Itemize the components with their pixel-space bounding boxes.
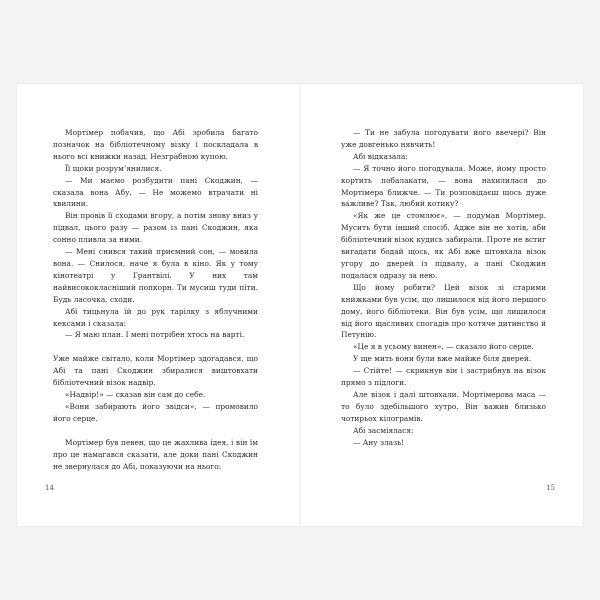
right-page <box>301 84 583 526</box>
paragraph: — Я точно його погодувала. Може, йому просто кортить побалакати, — вона нахилилася до Мортімера ближче. — Ти розповідаєш щось дуже важливе? Так, любий котику? <box>341 163 546 209</box>
paragraph: — Ми маємо розбудити пані Скоджин, — сказала вона Абу. — Не можемо втрачати ні хвилини. <box>53 175 258 209</box>
paragraph: — Я маю план. І мені потрібен хтось на варті. <box>65 330 245 340</box>
right-page-text <box>341 127 546 448</box>
paragraph: «Надвір!» — сказав він сам до себе. <box>65 390 206 400</box>
paragraph: Що йому робити? Цей візок зі старими книжками був усім, що лишилося від його першого дому, його бібліотеки. Він був усім, що лишилося від його щасливих спогадів про котяче дитинство й Петунію. <box>341 282 546 340</box>
paragraph: Уже майже світало, коли Мортімер здогадався, що Абі та пані Скоджин збиралися виштовхати бібліотечний візок надвір. <box>53 354 258 388</box>
paragraph: Мортімер був певен, що це жахлива ідея, і він їм про це намагався сказати, але доки пані Скоджин не звернулася до Абі, показуючи на нього: <box>53 437 258 471</box>
right-page-number: 15 <box>546 484 555 492</box>
paragraph: — Мені снився такий приємний сон, — мовила вона. — Снилося, наче я була в кіно. Як у тому кінотеатрі у Грантвілі. У них там найвисококласніший попкорн. Ти мусиш туди піти. Будь ласочка, сходи. <box>53 247 258 304</box>
paragraph: — Ану злазь! <box>353 437 405 447</box>
left-page <box>17 84 299 526</box>
left-page-text <box>53 127 258 472</box>
paragraph: Абі тицьнула їй до рук тарілку з яблучними кексами і сказала: <box>53 306 258 328</box>
paragraph: Абі відказала: <box>353 151 408 161</box>
paragraph: Він провів її сходами вгору, а потім знову вниз у підвал, цього разу — разом із пані Скоджин, яка сонно пливла за ними. <box>53 211 258 245</box>
book-spread <box>17 84 583 526</box>
paragraph: Абі засміялася: <box>353 425 414 435</box>
paragraph: «Вони забирають його звідси», — промовило його серце. <box>53 401 258 423</box>
paragraph: «Це я в усьому винен», — сказало його серце. <box>353 342 534 352</box>
paragraph: Але візок і далі штовхали. Мортімерова маса — то було здебільшого хутро. Він важив близько чотирьох кілограмів. <box>341 389 546 423</box>
paragraph: «Як же це стомлює», — подумав Мортімер. Мусить бути інший спосіб. Адже він не хотів, аби бібліотечний візок кудись забирали. Проте не встиг вигадати бодай щось, як Абі вже штовхала візок угору до дверей із підвалу, а пані Скоджин подалася одразу за нею. <box>341 211 546 280</box>
paragraph: Її щоки розрум’янилися. <box>65 163 162 173</box>
left-page-number: 14 <box>45 484 54 492</box>
paragraph: — Стійте! — скрикнув він і застрибнув на візок прямо з підлоги. <box>341 366 546 388</box>
paragraph: — Ти не забула погодувати його ввечері? Він уже довгенько нявчить! <box>341 128 546 149</box>
paragraph: Мортімер побачив, що Абі зробила багато позначок на бібліотечному візку і поскладала в нього всі книжки назад. Незграбною купою. <box>53 128 258 161</box>
paragraph: У ще мить вони були вже майже біля дверей. <box>353 354 532 364</box>
